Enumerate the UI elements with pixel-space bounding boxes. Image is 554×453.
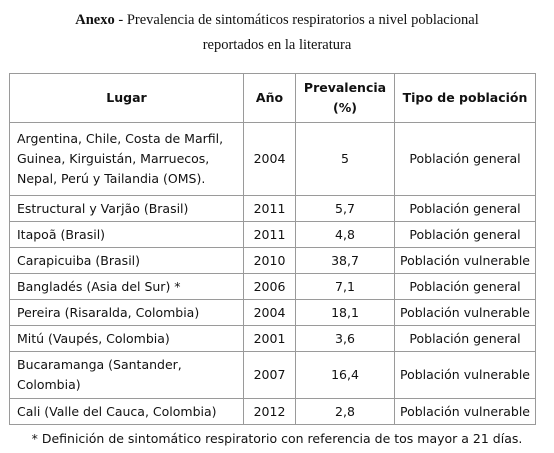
cell-population: Población vulnerable xyxy=(395,352,536,399)
header-place: Lugar xyxy=(10,74,244,123)
cell-population: Población general xyxy=(395,326,536,352)
cell-population: Población general xyxy=(395,222,536,248)
header-prevalence xyxy=(296,74,395,123)
table-row xyxy=(10,352,536,399)
cell-prevalence: 16,4 xyxy=(296,352,395,399)
cell-population: Población general xyxy=(395,123,536,196)
caption-label: Anexo xyxy=(75,12,115,28)
cell-year: 2004 xyxy=(244,123,296,196)
cell-year: 2001 xyxy=(244,326,296,352)
cell-prevalence: 3,6 xyxy=(296,326,395,352)
cell-prevalence: 4,8 xyxy=(296,222,395,248)
caption-line-2: reportados en la literatura xyxy=(202,37,352,53)
prevalence-table xyxy=(9,73,536,425)
table-row xyxy=(10,248,536,274)
table-row xyxy=(10,222,536,248)
header-population: Tipo de población xyxy=(395,74,536,123)
cell-population: Población general xyxy=(395,274,536,300)
table-row xyxy=(10,399,536,425)
table-header-row xyxy=(10,74,536,123)
cell-population: Población vulnerable xyxy=(395,399,536,425)
cell-prevalence: 5 xyxy=(296,123,395,196)
cell-year: 2012 xyxy=(244,399,296,425)
cell-population: Población general xyxy=(395,196,536,222)
header-prevalence-line-1: Prevalencia xyxy=(303,80,387,95)
header-prevalence-line-2: (%) xyxy=(333,100,357,115)
cell-place: Itapoã (Brasil) xyxy=(10,222,244,248)
cell-place: Cali (Valle del Cauca, Colombia) xyxy=(10,399,244,425)
cell-place: Argentina, Chile, Costa de Marfil, Guinea, Kirguistán, Marruecos, Nepal, Perú y Tailandia (OMS). xyxy=(10,123,244,196)
table-footnote: * Definición de sintomático respiratorio con referencia de tos mayor a 21 días. xyxy=(31,431,523,446)
table-row xyxy=(10,274,536,300)
caption-title: - Prevalencia de sintomáticos respiratorios a nivel poblacional xyxy=(114,12,479,28)
cell-year: 2007 xyxy=(244,352,296,399)
cell-prevalence: 7,1 xyxy=(296,274,395,300)
cell-prevalence: 18,1 xyxy=(296,300,395,326)
cell-place: Pereira (Risaralda, Colombia) xyxy=(10,300,244,326)
cell-place: Estructural y Varjão (Brasil) xyxy=(10,196,244,222)
caption-line-1 xyxy=(0,8,554,33)
cell-place: Carapicuiba (Brasil) xyxy=(10,248,244,274)
header-year: Año xyxy=(244,74,296,123)
cell-place: Mitú (Vaupés, Colombia) xyxy=(10,326,244,352)
cell-year: 2011 xyxy=(244,196,296,222)
cell-year: 2011 xyxy=(244,222,296,248)
table-caption xyxy=(0,8,554,58)
cell-prevalence: 5,7 xyxy=(296,196,395,222)
cell-population: Población vulnerable xyxy=(395,248,536,274)
table-row xyxy=(10,300,536,326)
cell-year: 2010 xyxy=(244,248,296,274)
cell-prevalence: 2,8 xyxy=(296,399,395,425)
cell-place: Bucaramanga (Santander, Colombia) xyxy=(10,352,244,399)
table-row xyxy=(10,326,536,352)
table-row xyxy=(10,196,536,222)
table-row xyxy=(10,123,536,196)
cell-year: 2006 xyxy=(244,274,296,300)
cell-prevalence: 38,7 xyxy=(296,248,395,274)
cell-place: Bangladés (Asia del Sur) * xyxy=(10,274,244,300)
cell-year: 2004 xyxy=(244,300,296,326)
cell-population: Población vulnerable xyxy=(395,300,536,326)
